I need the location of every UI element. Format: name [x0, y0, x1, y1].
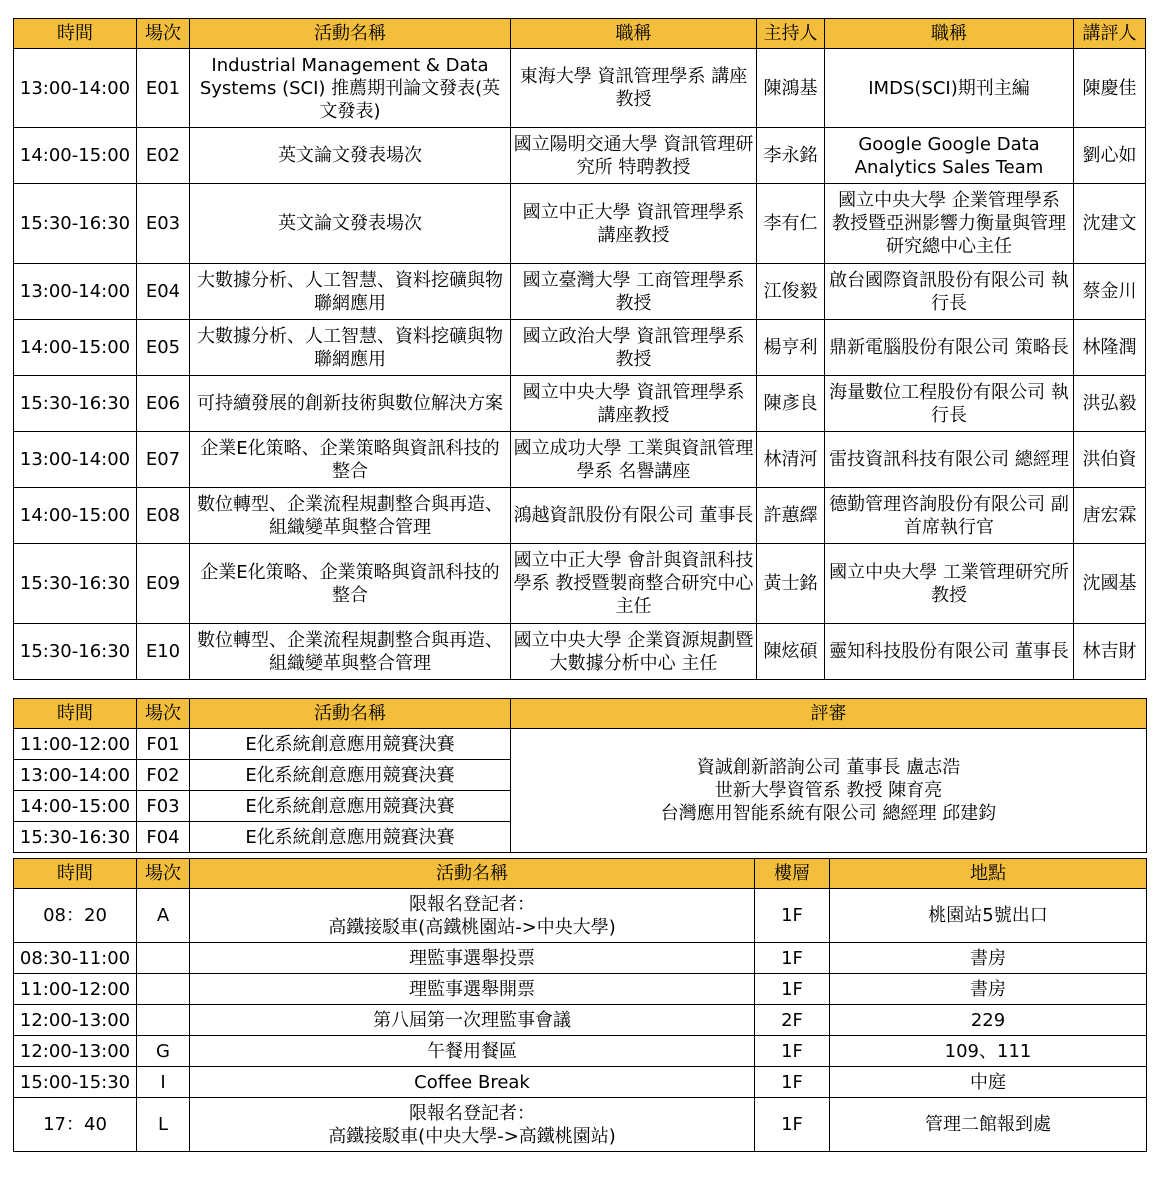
table-row: [14, 889, 1147, 943]
competition-header-row: [14, 699, 1147, 729]
cell-title: E化系統創意應用競賽決賽: [190, 760, 511, 791]
cell-code: E10: [137, 624, 190, 680]
cell-time: 15:30-16:30: [14, 184, 137, 264]
table-row: [14, 624, 1146, 680]
cell-time: 13:00-14:00: [14, 760, 137, 791]
cell-place: 桃園站5號出口: [830, 889, 1147, 943]
cell-place: 中庭: [830, 1067, 1147, 1098]
table-row: [14, 184, 1146, 264]
cell-place: 109、111: [830, 1036, 1147, 1067]
cell-host-title: 東海大學 資訊管理學系 講座教授: [511, 49, 757, 128]
cell-code: [137, 1005, 190, 1036]
cell-host-title: 國立中央大學 企業資源規劃暨大數據分析中心 主任: [511, 624, 757, 680]
col-header-judges: 評審: [511, 699, 1147, 729]
cell-host: 陳彥良: [757, 376, 825, 432]
cell-place: 書房: [830, 974, 1147, 1005]
table-row: [14, 49, 1146, 128]
cell-time: 08:30-11:00: [14, 943, 137, 974]
cell-floor: 1F: [755, 943, 830, 974]
col-header-floor: 樓層: [755, 859, 830, 889]
cell-time: 14:00-15:00: [14, 791, 137, 822]
cell-code: F02: [137, 760, 190, 791]
cell-title: E化系統創意應用競賽決賽: [190, 822, 511, 853]
cell-reviewer: 沈國基: [1074, 544, 1146, 624]
cell-code: F03: [137, 791, 190, 822]
cell-time: 14:00-15:00: [14, 320, 137, 376]
table-row: [14, 264, 1146, 320]
col-header-reviewer-title: 職稱: [825, 19, 1074, 49]
table-row: [14, 1036, 1147, 1067]
cell-time: 17：40: [14, 1098, 137, 1152]
cell-time: 13:00-14:00: [14, 264, 137, 320]
cell-reviewer: 蔡金川: [1074, 264, 1146, 320]
table-row: [14, 128, 1146, 184]
cell-host: 林清河: [757, 432, 825, 488]
cell-time: 15:00-15:30: [14, 1067, 137, 1098]
cell-floor: 1F: [755, 974, 830, 1005]
table-row: [14, 488, 1146, 544]
cell-host-title: 國立中央大學 資訊管理學系 講座教授: [511, 376, 757, 432]
table-row: [14, 544, 1146, 624]
cell-reviewer: 唐宏霖: [1074, 488, 1146, 544]
cell-reviewer-title: 啟台國際資訊股份有限公司 執行長: [825, 264, 1074, 320]
title-line: 第八屆第一次理監事會議: [373, 1009, 571, 1031]
title-line: 午餐用餐區: [427, 1040, 517, 1062]
cell-host: 許蕙繹: [757, 488, 825, 544]
table-row: [14, 729, 1147, 760]
title-line: 理監事選舉開票: [409, 978, 535, 1000]
col-header-title: 活動名稱: [190, 859, 755, 889]
cell-reviewer-title: Google Google Data Analytics Sales Team: [825, 128, 1074, 184]
col-header-title: 活動名稱: [190, 19, 511, 49]
cell-place: 管理二館報到處: [830, 1098, 1147, 1152]
sessions-header-row: [14, 19, 1146, 49]
cell-title: [190, 1036, 755, 1067]
title-line: 限報名登記者：: [409, 893, 535, 915]
cell-reviewer: 林隆潤: [1074, 320, 1146, 376]
cell-code: E05: [137, 320, 190, 376]
cell-time: 15:30-16:30: [14, 822, 137, 853]
cell-floor: 1F: [755, 889, 830, 943]
col-header-code: 場次: [137, 699, 190, 729]
cell-reviewer-title: 德勤管理咨詢股份有限公司 副首席執行官: [825, 488, 1074, 544]
cell-host: 陳鴻基: [757, 49, 825, 128]
cell-title: [190, 974, 755, 1005]
table-row: [14, 376, 1146, 432]
logistics-header-row: [14, 859, 1147, 889]
cell-title: 大數據分析、人工智慧、資料挖礦與物聯網應用: [190, 320, 511, 376]
cell-reviewer: 洪弘毅: [1074, 376, 1146, 432]
cell-code: [137, 943, 190, 974]
cell-host-title: 國立中正大學 資訊管理學系 講座教授: [511, 184, 757, 264]
cell-code: G: [137, 1036, 190, 1067]
cell-time: 13:00-14:00: [14, 49, 137, 128]
cell-title: 企業E化策略、企業策略與資訊科技的整合: [190, 432, 511, 488]
cell-code: E04: [137, 264, 190, 320]
cell-title: E化系統創意應用競賽決賽: [190, 791, 511, 822]
cell-reviewer-title: 國立中央大學 企業管理學系 教授暨亞洲影響力衡量與管理研究總中心主任: [825, 184, 1074, 264]
judge-line: 世新大學資管系 教授 陳育亮: [714, 780, 943, 801]
table-row: [14, 943, 1147, 974]
col-header-host: 主持人: [757, 19, 825, 49]
cell-host: 陳炫碩: [757, 624, 825, 680]
cell-host: 楊亨利: [757, 320, 825, 376]
cell-title: 數位轉型、企業流程規劃整合與再造、組織變革與整合管理: [190, 488, 511, 544]
table-row: [14, 432, 1146, 488]
cell-title: Industrial Management & Data Systems (SCI) 推薦期刊論文發表(英文發表): [190, 49, 511, 128]
cell-code: L: [137, 1098, 190, 1152]
cell-host-title: 國立臺灣大學 工商管理學系 教授: [511, 264, 757, 320]
cell-title: 大數據分析、人工智慧、資料挖礦與物聯網應用: [190, 264, 511, 320]
cell-reviewer-title: 靈知科技股份有限公司 董事長: [825, 624, 1074, 680]
cell-host: 江俊毅: [757, 264, 825, 320]
cell-reviewer-title: 鼎新電腦股份有限公司 策略長: [825, 320, 1074, 376]
cell-floor: 2F: [755, 1005, 830, 1036]
col-header-time: 時間: [14, 699, 137, 729]
cell-host: 李有仁: [757, 184, 825, 264]
table-row: [14, 974, 1147, 1005]
cell-host-title: 鴻越資訊股份有限公司 董事長: [511, 488, 757, 544]
title-line: 高鐵接駁車(高鐵桃園站->中央大學): [328, 916, 616, 938]
cell-place: 229: [830, 1005, 1147, 1036]
col-header-place: 地點: [830, 859, 1147, 889]
cell-reviewer: 劉心如: [1074, 128, 1146, 184]
cell-code: [137, 974, 190, 1005]
cell-place: 書房: [830, 943, 1147, 974]
cell-code: F04: [137, 822, 190, 853]
cell-code: E08: [137, 488, 190, 544]
cell-host-title: 國立成功大學 工業與資訊管理學系 名譽講座: [511, 432, 757, 488]
cell-title: 數位轉型、企業流程規劃整合與再造、組織變革與整合管理: [190, 624, 511, 680]
cell-code: A: [137, 889, 190, 943]
table-row: [14, 1005, 1147, 1036]
judges-cell: [511, 729, 1147, 853]
cell-reviewer: 洪伯資: [1074, 432, 1146, 488]
col-header-code: 場次: [137, 859, 190, 889]
cell-code: E07: [137, 432, 190, 488]
table-row: [14, 1067, 1147, 1098]
cell-time: 11:00-12:00: [14, 974, 137, 1005]
cell-time: 15:30-16:30: [14, 544, 137, 624]
cell-code: F01: [137, 729, 190, 760]
cell-time: 14:00-15:00: [14, 128, 137, 184]
cell-title: [190, 1067, 755, 1098]
cell-time: 08：20: [14, 889, 137, 943]
cell-title: 英文論文發表場次: [190, 184, 511, 264]
cell-reviewer: 陳慶佳: [1074, 49, 1146, 128]
cell-title: [190, 943, 755, 974]
cell-time: 11:00-12:00: [14, 729, 137, 760]
cell-code: E09: [137, 544, 190, 624]
cell-host-title: 國立政治大學 資訊管理學系 教授: [511, 320, 757, 376]
col-header-code: 場次: [137, 19, 190, 49]
title-line: 限報名登記者：: [409, 1102, 535, 1124]
col-header-host-title: 職稱: [511, 19, 757, 49]
competition-table: [13, 698, 1147, 853]
cell-time: 13:00-14:00: [14, 432, 137, 488]
col-header-time: 時間: [14, 19, 137, 49]
col-header-time: 時間: [14, 859, 137, 889]
table-row: [14, 320, 1146, 376]
cell-code: E06: [137, 376, 190, 432]
cell-title: 企業E化策略、企業策略與資訊科技的整合: [190, 544, 511, 624]
cell-time: 14:00-15:00: [14, 488, 137, 544]
cell-reviewer-title: 雷技資訊科技有限公司 總經理: [825, 432, 1074, 488]
logistics-table: [13, 858, 1147, 1152]
cell-time: 15:30-16:30: [14, 624, 137, 680]
cell-host-title: 國立中正大學 會計與資訊科技學系 教授暨製商整合研究中心主任: [511, 544, 757, 624]
cell-title: 可持續發展的創新技術與數位解決方案: [190, 376, 511, 432]
cell-time: 12:00-13:00: [14, 1036, 137, 1067]
judge-line: 台灣應用智能系統有限公司 總經理 邱建鈞: [660, 803, 997, 824]
cell-time: 12:00-13:00: [14, 1005, 137, 1036]
cell-reviewer-title: 海量數位工程股份有限公司 執行長: [825, 376, 1074, 432]
cell-code: I: [137, 1067, 190, 1098]
cell-reviewer: 沈建文: [1074, 184, 1146, 264]
title-line: 高鐵接駁車(中央大學->高鐵桃園站): [328, 1125, 616, 1147]
cell-floor: 1F: [755, 1098, 830, 1152]
cell-host-title: 國立陽明交通大學 資訊管理研究所 特聘教授: [511, 128, 757, 184]
cell-code: E03: [137, 184, 190, 264]
cell-title: [190, 889, 755, 943]
title-line: 理監事選舉投票: [409, 947, 535, 969]
cell-title: [190, 1098, 755, 1152]
cell-reviewer-title: IMDS(SCI)期刊主編: [825, 49, 1074, 128]
sessions-table: [13, 18, 1146, 680]
cell-host: 李永銘: [757, 128, 825, 184]
cell-code: E02: [137, 128, 190, 184]
cell-code: E01: [137, 49, 190, 128]
cell-host: 黃士銘: [757, 544, 825, 624]
cell-reviewer: 林吉財: [1074, 624, 1146, 680]
judge-line: 資誠創新諮詢公司 董事長 盧志浩: [696, 757, 961, 778]
cell-floor: 1F: [755, 1067, 830, 1098]
cell-floor: 1F: [755, 1036, 830, 1067]
table-row: [14, 1098, 1147, 1152]
cell-title: [190, 1005, 755, 1036]
cell-title: E化系統創意應用競賽決賽: [190, 729, 511, 760]
title-line: Coffee Break: [414, 1071, 530, 1093]
col-header-reviewer: 講評人: [1074, 19, 1146, 49]
cell-reviewer-title: 國立中央大學 工業管理研究所 教授: [825, 544, 1074, 624]
cell-title: 英文論文發表場次: [190, 128, 511, 184]
col-header-title: 活動名稱: [190, 699, 511, 729]
cell-time: 15:30-16:30: [14, 376, 137, 432]
